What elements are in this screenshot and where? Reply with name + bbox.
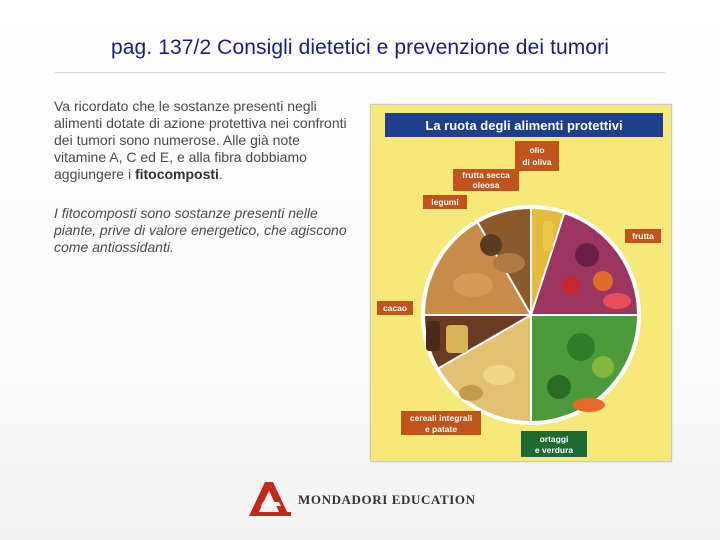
food-wheel — [421, 205, 641, 425]
food-wheel-illustration — [371, 105, 671, 461]
paragraph-intro — [54, 98, 354, 183]
label-olio-line2: di oliva — [522, 157, 552, 167]
label-ortaggi-line2: e verdura — [534, 445, 574, 455]
fitocomposti-term: fitocomposti — [134, 166, 219, 182]
label-legumi: legumi — [431, 197, 459, 207]
label-frutta-secca-line2: oleosa — [472, 180, 500, 190]
mondadori-a-logo-icon — [247, 478, 293, 518]
publisher-logo — [247, 478, 477, 522]
label-frutta: frutta — [632, 231, 654, 241]
paragraph-fitocomposti: I fitocomposti sono sostanze presenti nelle piante, prive di valore energetico, che agiscono come antiossidanti. — [54, 205, 347, 255]
wheel-title: La ruota degli alimenti protettivi — [425, 118, 623, 133]
food-wheel-image — [370, 104, 672, 462]
label-ortaggi-line1: ortaggi — [539, 434, 569, 444]
label-frutta-secca-line1: frutta secca — [462, 170, 510, 180]
paragraph-intro-end: . — [218, 166, 223, 182]
publisher-name: MONDADORI EDUCATION — [298, 492, 476, 507]
label-cereali-line2: e patate — [424, 424, 458, 434]
label-cacao: cacao — [382, 303, 408, 313]
slide-title: pag. 137/2 Consigli dietetici e prevenzione dei tumori — [110, 36, 610, 59]
body-text — [54, 98, 354, 256]
title-divider — [55, 72, 665, 73]
label-cereali-line1: cereali integrali — [409, 413, 473, 423]
label-olio-line1: olio — [529, 145, 545, 155]
paragraph-intro-text: Va ricordato che le sostanze presenti negli alimenti dotate di azione protettiva nei confronti dei tumori sono numerose. Alle già note vitamine A, C ed E, e alla fibra dobbiamo aggiungere i — [54, 98, 347, 182]
